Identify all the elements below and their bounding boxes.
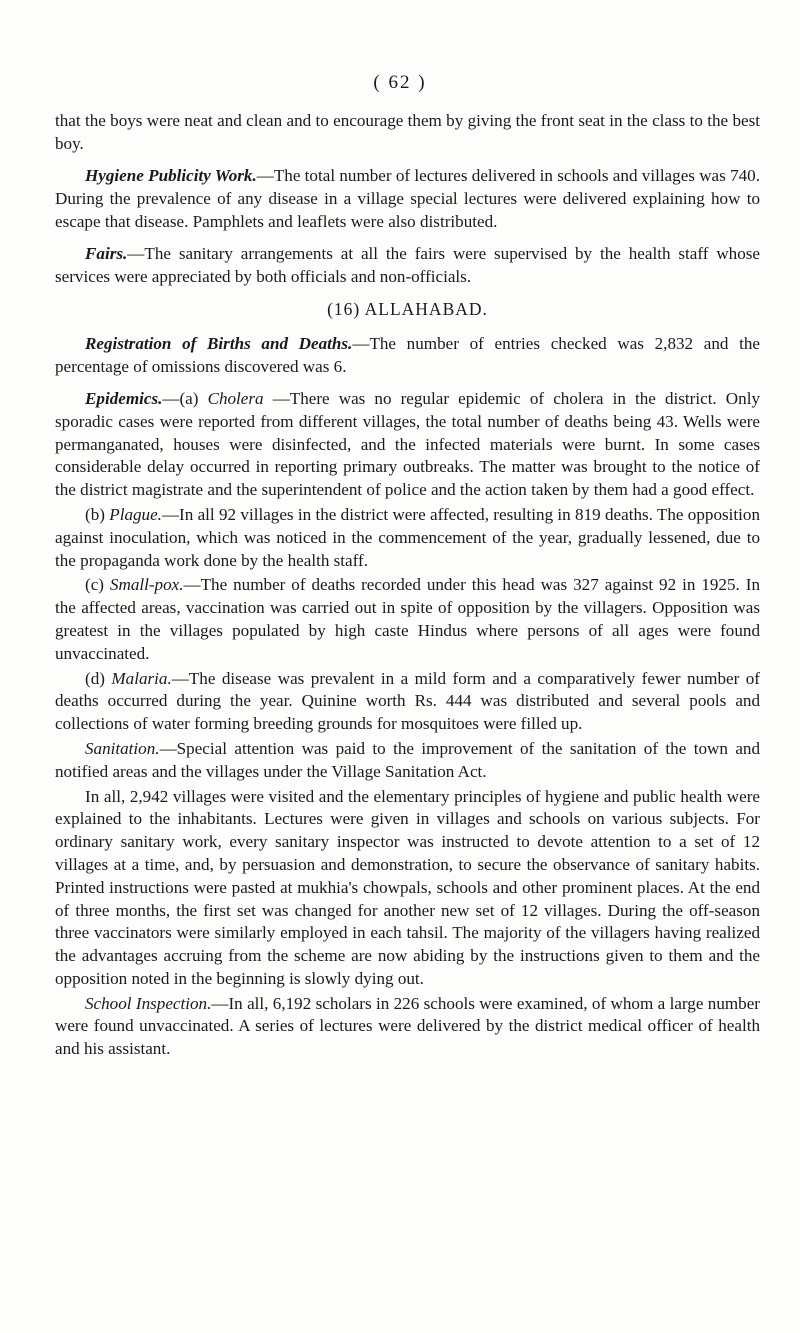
heading-sanitation: Sanitation. bbox=[85, 738, 160, 758]
heading-plague: Plague. bbox=[109, 504, 162, 524]
paragraph-hygiene-publicity bbox=[55, 165, 760, 233]
text-fairs: —The sanitary arrangements at all the fairs were supervised by the health staff whose services were appreciated by both officials and non-officials. bbox=[55, 243, 760, 286]
label-d: (d) bbox=[85, 668, 112, 688]
section-heading-allahabad: (16) ALLAHABAD. bbox=[327, 299, 488, 320]
heading-fairs: Fairs. bbox=[85, 243, 128, 263]
paragraph-registration bbox=[55, 333, 760, 379]
text-plague: —In all 92 villages in the district were affected, resulting in 819 deaths. The opposition against inoculation, which was noticed in the commencement of the year, gradually lessened, due to the propaganda work done by the health staff. bbox=[55, 504, 760, 570]
paragraph-continuation: that the boys were neat and clean and to encourage them by giving the front seat in the class to the best boy. bbox=[55, 111, 760, 153]
label-a: —(a) bbox=[162, 388, 208, 408]
heading-cholera: Cholera bbox=[207, 388, 264, 408]
text-malaria: —The disease was prevalent in a mild form and a comparatively fewer number of deaths occurred during the year. Quinine worth Rs. 444 was distributed and several pools and collections of water forming breeding grounds for mosquitoes were filled up. bbox=[55, 668, 760, 734]
text-registration: —The number of entries checked was 2,832 and the percentage of omissions discovered was 6. bbox=[55, 333, 760, 376]
text-school-inspection: —In all, 6,192 scholars in 226 schools were examined, of whom a large number were found unvaccinated. A series of lectures were delivered by the district medical officer of health and his assistant. bbox=[55, 993, 760, 1059]
page-body bbox=[55, 110, 760, 1063]
heading-hygiene-publicity: Hygiene Publicity Work. bbox=[85, 166, 257, 186]
paragraph-malaria bbox=[55, 668, 760, 736]
text-smallpox: —The number of deaths recorded under this head was 327 against 92 in 1925. In the affected areas, vaccination was carried out in spite of opposition by the villagers. Opposition was greatest in the villages populated by high caste Hindus where persons of all ages were found unvaccinated. bbox=[55, 575, 760, 663]
heading-epidemics: Epidemics. bbox=[85, 388, 163, 408]
heading-smallpox: Small-pox. bbox=[109, 575, 184, 595]
text-sanitation: —Special attention was paid to the improvement of the sanitation of the town and notified areas and the villages under the Village Sanitation Act. bbox=[55, 738, 760, 781]
paragraph-sanitation bbox=[55, 738, 760, 784]
label-b: (b) bbox=[85, 504, 110, 524]
heading-malaria: Malaria. bbox=[111, 668, 172, 688]
label-c: (c) bbox=[85, 575, 110, 595]
paragraph-village-visits: In all, 2,942 villages were visited and the elementary principles of hygiene and public health were explained to the inhabitants. Lectures were given in villages and schools on various subjects. For ordinary sanitary work, every sanitary inspector was instructed to devote attention to a set of 12 villages at a time, and, by persuasion and demonstration, to secure the observance of sanitary habits. Printed instructions were pasted at mukhia's chowpals, schools and other prominent places. At the end of three months, the first set was changed for another new set of 12 villages. During the off-season three vaccinators were similarly employed in each tahsil. The majority of the villagers having realized the advantages accruing from the scheme are now abiding by the instructions given to them and the opposition noted in the beginning is slowly dying out. bbox=[55, 786, 760, 988]
paragraph-school-inspection bbox=[55, 993, 760, 1061]
paragraph-plague bbox=[55, 504, 760, 572]
page-number: ( 62 ) bbox=[373, 72, 427, 93]
heading-school-inspection: School Inspection. bbox=[85, 993, 212, 1013]
heading-registration: Registration of Births and Deaths. bbox=[85, 333, 353, 353]
paragraph-smallpox bbox=[55, 574, 760, 665]
paragraph-epidemics-cholera bbox=[55, 388, 760, 502]
text-hygiene-publicity: —The total number of lectures delivered in schools and villages was 740. During the prevalence of any disease in a village special lectures were delivered explaining how to escape that disease. Pamphlets and leaflets were also distributed. bbox=[55, 166, 760, 231]
paragraph-fairs bbox=[55, 243, 760, 289]
text-cholera: —There was no regular epidemic of cholera in the district. Only sporadic cases were reported from different villages, the total number of deaths being 43. Wells were permanganated, houses were disinfected, and the infected materials were burnt. In some cases considerable delay occurred in reporting primary outbreaks. The matter was brought to the notice of the district magistrate and the superintendent of police and the action taken by them had a good effect. bbox=[55, 388, 760, 500]
